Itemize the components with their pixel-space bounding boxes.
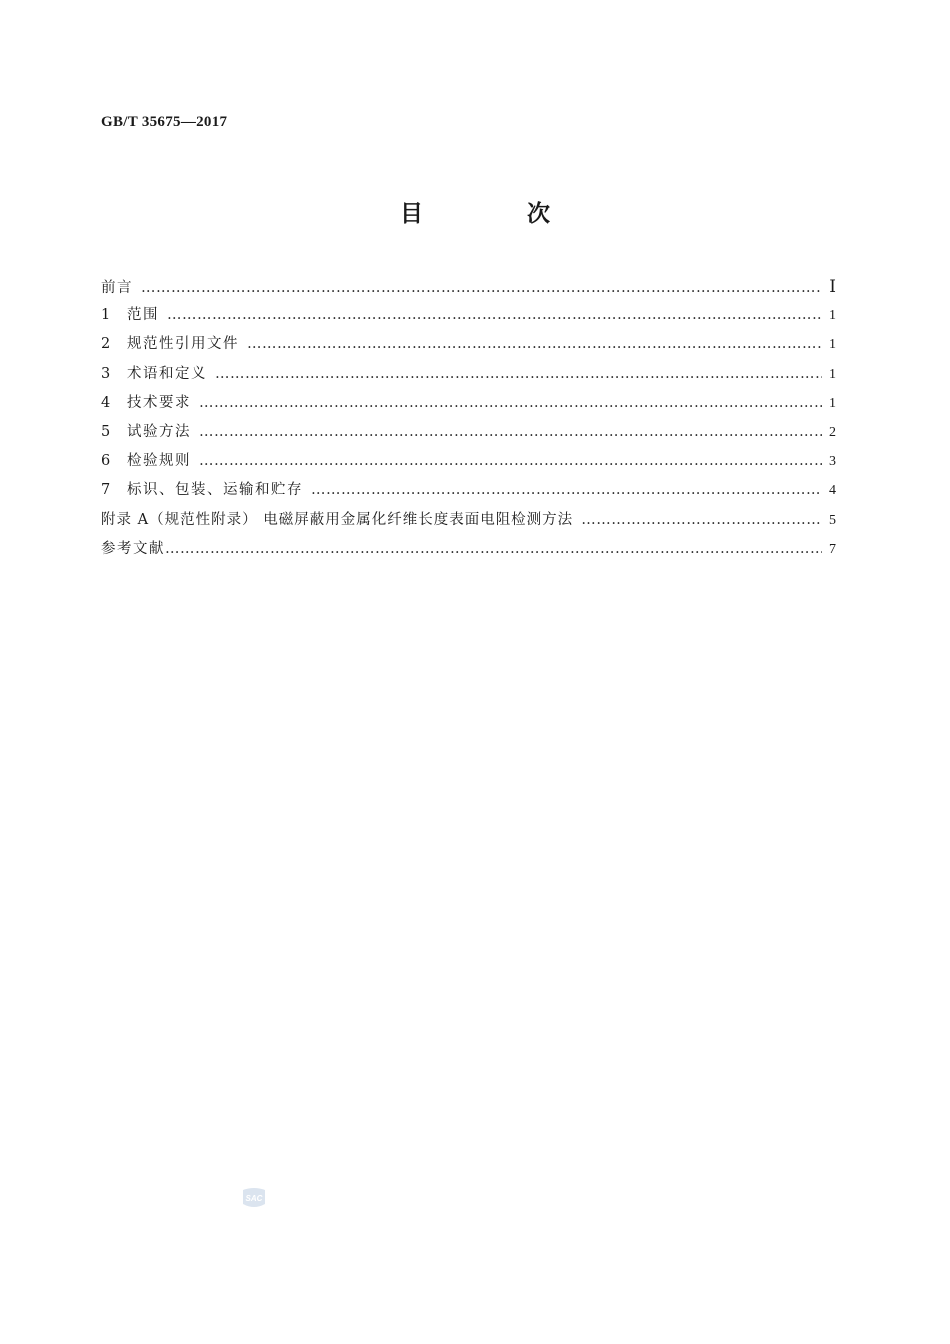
toc-entry-page: 7 — [829, 541, 836, 557]
standard-code: GB/T 35675—2017 — [101, 114, 228, 130]
toc-entry-number: 4 — [101, 394, 111, 411]
toc-entry-4[interactable] — [101, 389, 836, 418]
toc-entry-page: Ⅰ — [829, 277, 836, 296]
toc-entry-bibliography[interactable] — [101, 535, 836, 564]
toc-entry-page: 1 — [829, 366, 836, 382]
toc-entry-label: 参考文献 — [101, 540, 165, 557]
toc-dot-leader — [141, 274, 822, 303]
toc-entry-number: 5 — [101, 423, 111, 440]
toc-entry-page: 2 — [829, 424, 836, 440]
toc-entry-page: 1 — [829, 337, 836, 353]
toc-entry-2[interactable] — [101, 330, 836, 359]
toc-entry-label: 范围 — [127, 307, 159, 324]
toc-entry-foreword[interactable] — [101, 272, 836, 301]
toc-entry-page: 5 — [829, 512, 836, 528]
toc-entry-label: 技术要求 — [127, 394, 191, 411]
toc-entry-page: 3 — [829, 454, 836, 470]
toc-entry-page: 4 — [829, 483, 836, 499]
sac-watermark-logo — [240, 1186, 268, 1210]
toc-entry-label: 标识、包装、运输和贮存 — [127, 482, 303, 499]
toc-entry-label: 术语和定义 — [127, 365, 207, 382]
toc-entry-7[interactable] — [101, 476, 836, 505]
toc-dot-leader — [165, 535, 822, 564]
toc-entry-number: 6 — [101, 453, 111, 470]
toc-entry-label: 检验规则 — [127, 453, 191, 470]
toc-dot-leader — [215, 360, 822, 389]
toc-entry-5[interactable] — [101, 418, 836, 447]
sac-watermark-text: SAC — [245, 1194, 263, 1203]
toc-entry-page: 1 — [829, 395, 836, 411]
toc-dot-leader — [581, 506, 822, 535]
toc-entry-number: 2 — [101, 336, 111, 353]
toc-entry-page: 1 — [829, 308, 836, 324]
toc-entry-number: 7 — [101, 482, 111, 499]
toc-entry-label: 附录 A（规范性附录） 电磁屏蔽用金属化纤维长度表面电阻检测方法 — [101, 511, 574, 528]
toc-dot-leader — [311, 476, 822, 505]
toc-entry-1[interactable] — [101, 301, 836, 330]
table-of-contents — [101, 272, 836, 564]
toc-entry-appendix-a[interactable] — [101, 506, 836, 535]
toc-dot-leader — [199, 389, 822, 418]
toc-dot-leader — [167, 301, 822, 330]
toc-entry-label: 前言 — [101, 280, 133, 296]
toc-entry-number: 1 — [101, 307, 111, 324]
toc-dot-leader — [199, 447, 822, 476]
page-title: 目 次 — [399, 201, 598, 227]
toc-dot-leader — [199, 418, 822, 447]
toc-entry-label: 试验方法 — [127, 423, 191, 440]
toc-dot-leader — [247, 330, 822, 359]
toc-entry-label: 规范性引用文件 — [127, 336, 239, 353]
toc-entry-3[interactable] — [101, 360, 836, 389]
toc-entry-6[interactable] — [101, 447, 836, 476]
toc-entry-number: 3 — [101, 365, 111, 382]
